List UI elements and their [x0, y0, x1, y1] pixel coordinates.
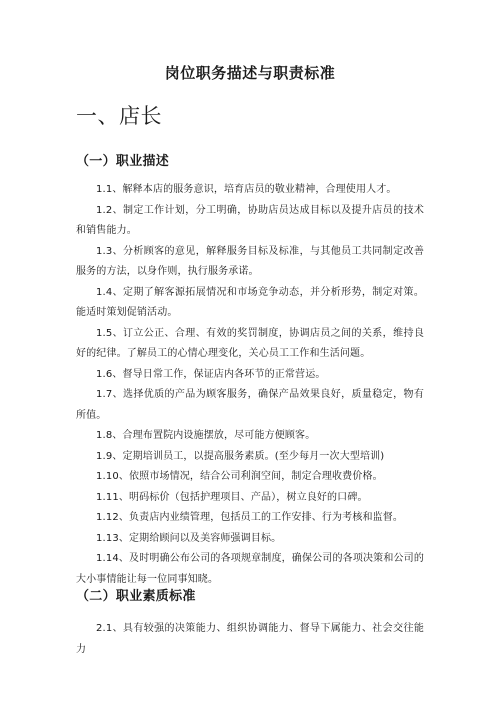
- subsection-heading-job-description: （一）职业描述: [76, 154, 170, 169]
- list-item: 1.8、合理布置院内设施摆放，尽可能方便顾客。: [96, 430, 316, 441]
- list-item: 1.3、分析顾客的意见，解释服务目标及标准，与其他员工共同制定改善服务的方法，以身作则，执行服务承诺。: [76, 245, 424, 277]
- job-description-list: [76, 180, 424, 590]
- list-item: 1.4、定期了解客源拓展情况和市场竞争动态，并分析形势，制定对策。能适时策划促销活动。: [76, 286, 424, 318]
- list-item: 1.12、负责店内业绩管理，包括员工的工作安排、行为考核和监督。: [96, 512, 404, 523]
- list-item: 1.14、及时明确公布公司的各项规章制度，确保公司的各项决策和公司的大小事情能让每一位同事知晓。: [76, 553, 424, 585]
- list-item: 1.13、定期给顾问以及美容师强调目标。: [96, 532, 282, 544]
- list-item: 1.9、定期培训员工，以提高服务素质。(至少每月一次大型培训): [96, 450, 385, 462]
- list-item: 1.6、督导日常工作，保证店内各环节的正常营运。: [96, 368, 326, 380]
- list-item: 1.5、订立公正、合理、有效的奖罚制度，协调店员之间的关系，维持良好的纪律。了解员工的心情心理变化，关心员工工作和生活问题。: [76, 327, 424, 359]
- document-title: 岗位职务描述与职责标准: [164, 64, 336, 82]
- list-item: 1.11、明码标价（包括护理项目、产品），树立良好的口碑。: [96, 491, 368, 503]
- section-heading: 一、店长: [76, 104, 162, 128]
- list-item: 1.10、依照市场情况，结合公司利润空间，制定合理收费价格。: [96, 471, 383, 482]
- list-item: 1.2、制定工作计划，分工明确，协助店员达成目标以及提升店员的技术和销售能力。: [76, 204, 424, 236]
- list-item: 1.7、选择优质的产品为顾客服务，确保产品效果良好，质量稳定，物有所值。: [76, 389, 424, 421]
- quality-standards-list: [76, 619, 424, 660]
- list-item: 1.1、解释本店的服务意识，培育店员的敬业精神，合理使用人才。: [96, 184, 397, 195]
- subsection-heading-quality-standards: （二）职业素质标准: [76, 589, 196, 604]
- list-item: 2.1、具有较强的决策能力、组织协调能力、督导下属能力、社会交往能力: [76, 623, 424, 655]
